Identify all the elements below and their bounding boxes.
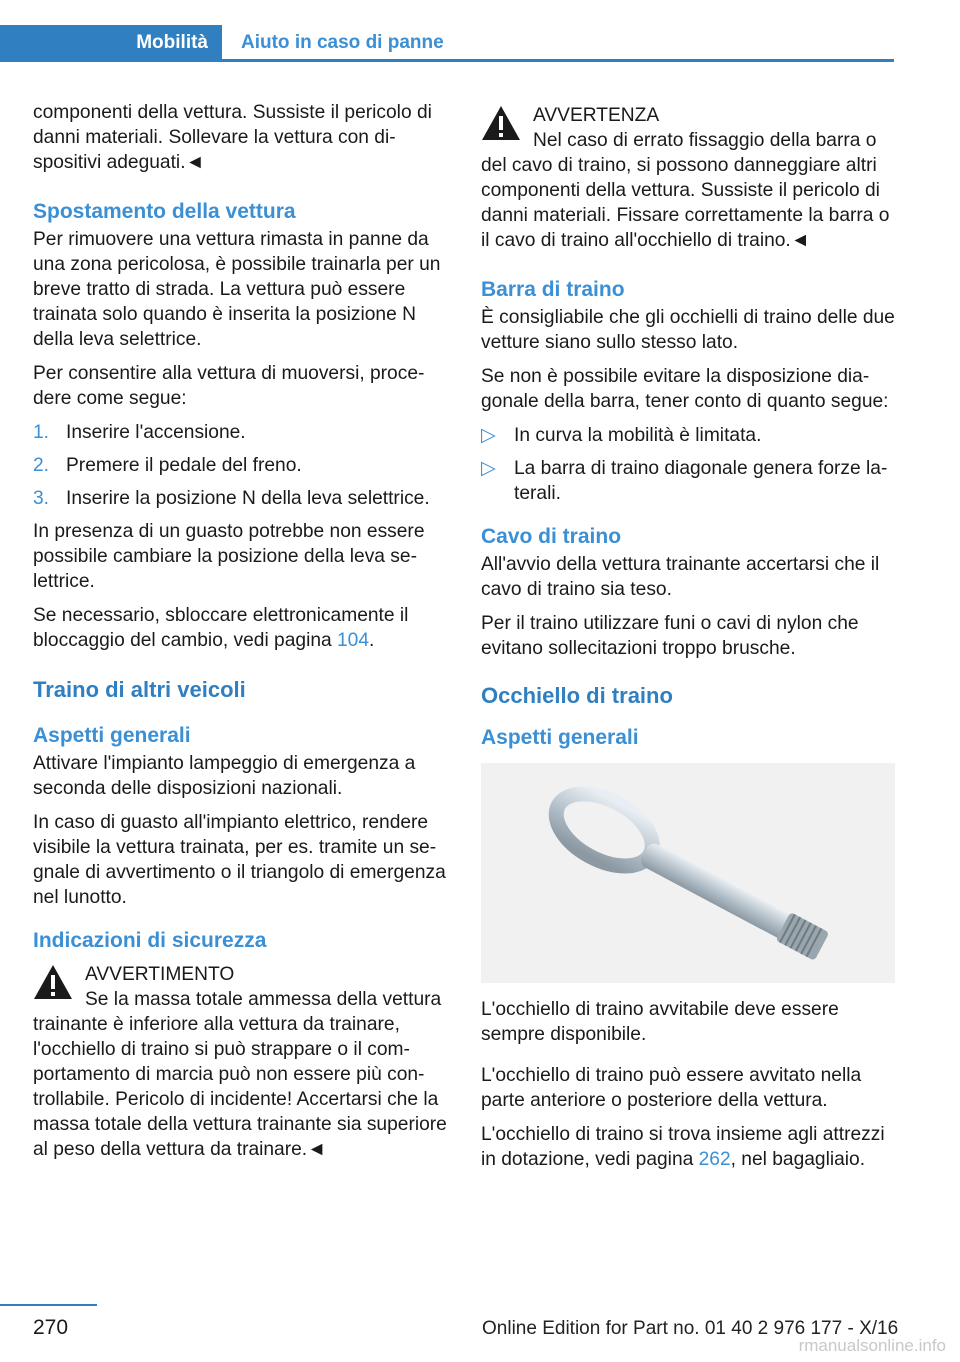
- edition-info: Online Edition for Part no. 01 40 2 976 177 - X/16: [482, 1318, 899, 1339]
- heading-traino: Traino di altri veicoli: [33, 677, 246, 702]
- steps-list: [33, 420, 449, 511]
- heading-aspetti-generali: Aspetti generali: [33, 724, 191, 747]
- heading-cavo: Cavo di traino: [481, 525, 622, 548]
- paragraph: È consigliabile che gli occhielli di traino delle due vetture siano sullo stesso lato.: [481, 307, 895, 353]
- warning-title: AVVERTENZA: [533, 105, 660, 126]
- bullet-list: [481, 423, 897, 506]
- paragraph: All'avvio della vettura trainante accertarsi che il cavo di traino sia teso.: [481, 554, 880, 600]
- tow-eye-illustration: [481, 763, 895, 983]
- paragraph: Se non è possibile evitare la disposizione diagonale della barra, tener conto di quanto segue:: [481, 366, 889, 412]
- list-item: 3. Inserire la posizione N della leva selettrice.: [33, 488, 430, 509]
- footer-rule: [0, 1304, 97, 1306]
- paragraph: Per consentire alla vettura di muoversi, procedere come segue:: [33, 363, 425, 409]
- warning-block: [481, 103, 897, 253]
- warning-triangle-icon: [481, 105, 521, 141]
- paragraph: Per rimuovere una vettura rimasta in panne da una zona pericolosa, è possibile trainarla per un breve tratto di strada. La vettura può essere trainata solo quando è inserita la posizione N della leva selettrice.: [33, 229, 441, 350]
- warning-title: AVVERTIMENTO: [85, 964, 235, 985]
- paragraph: In presenza di un guasto potrebbe non essere possibile cambiare la posizione della leva selettrice.: [33, 521, 425, 592]
- warning-triangle-icon: [33, 964, 73, 1000]
- heading-aspetti-generali: Aspetti generali: [481, 726, 639, 749]
- paragraph: Per il traino utilizzare funi o cavi di nylon che evitano sollecitazioni troppo brusche.: [481, 613, 859, 659]
- paragraph: L'occhiello di traino si trova insieme agli attrezzi in dotazione, vedi pagina 262, nel bagagliaio.: [481, 1124, 885, 1170]
- list-item: ▷ La barra di traino diagonale genera forze laterali.: [481, 458, 888, 504]
- paragraph: L'occhiello di traino può essere avvitato nella parte anteriore o posteriore della vettura.: [481, 1065, 862, 1111]
- heading-spostamento: Spostamento della vettura: [33, 200, 296, 223]
- heading-barra: Barra di traino: [481, 278, 625, 301]
- header-rule: [0, 59, 894, 62]
- page-number: 270: [33, 1316, 69, 1339]
- list-item: ▷ In curva la mobilità è limitata.: [481, 425, 762, 446]
- warning-text: Nel caso di errato fissaggio della barra o del cavo di traino, si possono danneggiare altri componenti della vettura. Sussiste il pericolo di danni materiali. Fissare correttamente la barra o il cavo di traino all'occhiello di traino.◄: [481, 130, 890, 251]
- heading-sicurezza: Indicazioni di sicurezza: [33, 929, 267, 952]
- page-link-262[interactable]: 262: [698, 1149, 731, 1170]
- heading-occhiello: Occhiello di traino: [481, 683, 673, 708]
- paragraph: Attivare l'impianto lampeggio di emergenza a seconda delle disposizioni nazionali.: [33, 753, 416, 799]
- section-tab-aiuto-panne: Aiuto in caso di panne: [224, 25, 894, 61]
- left-column: [33, 100, 449, 1162]
- section-tab-mobilita: Mobilità: [0, 25, 222, 61]
- warning-block: [33, 962, 449, 1162]
- page-link-104[interactable]: 104: [337, 630, 370, 651]
- warning-text: Se la massa totale ammessa della vettura trainante è inferiore alla vettura da trainare, l'occhiello di traino si può strappare o il comportamento di marcia può non essere più controllabile. Pericolo di incidente! Accertarsi che la massa totale della vettura trainante sia superiore al peso della vettura da trainare.◄: [33, 989, 447, 1160]
- intro-paragraph: componenti della vettura. Sussiste il pericolo di danni materiali. Sollevare la vettura con dispositivi adeguati.◄: [33, 102, 432, 173]
- tow-eye-image: [481, 763, 895, 983]
- list-item: 1. Inserire l'accensione.: [33, 422, 246, 443]
- paragraph: Se necessario, sbloccare elettronicamente il bloccaggio del cambio, vedi pagina 104.: [33, 605, 409, 651]
- list-item: 2. Premere il pedale del freno.: [33, 455, 302, 476]
- watermark: rmanualsonline.info: [798, 1336, 946, 1355]
- paragraph: In caso di guasto all'impianto elettrico, rendere visibile la vettura trainata, per es. tramite un segnale di avvertimento o il triangolo di emergenza nel lunotto.: [33, 812, 446, 908]
- paragraph: L'occhiello di traino avvitabile deve essere sempre disponibile.: [481, 999, 839, 1045]
- right-column: [481, 100, 897, 1181]
